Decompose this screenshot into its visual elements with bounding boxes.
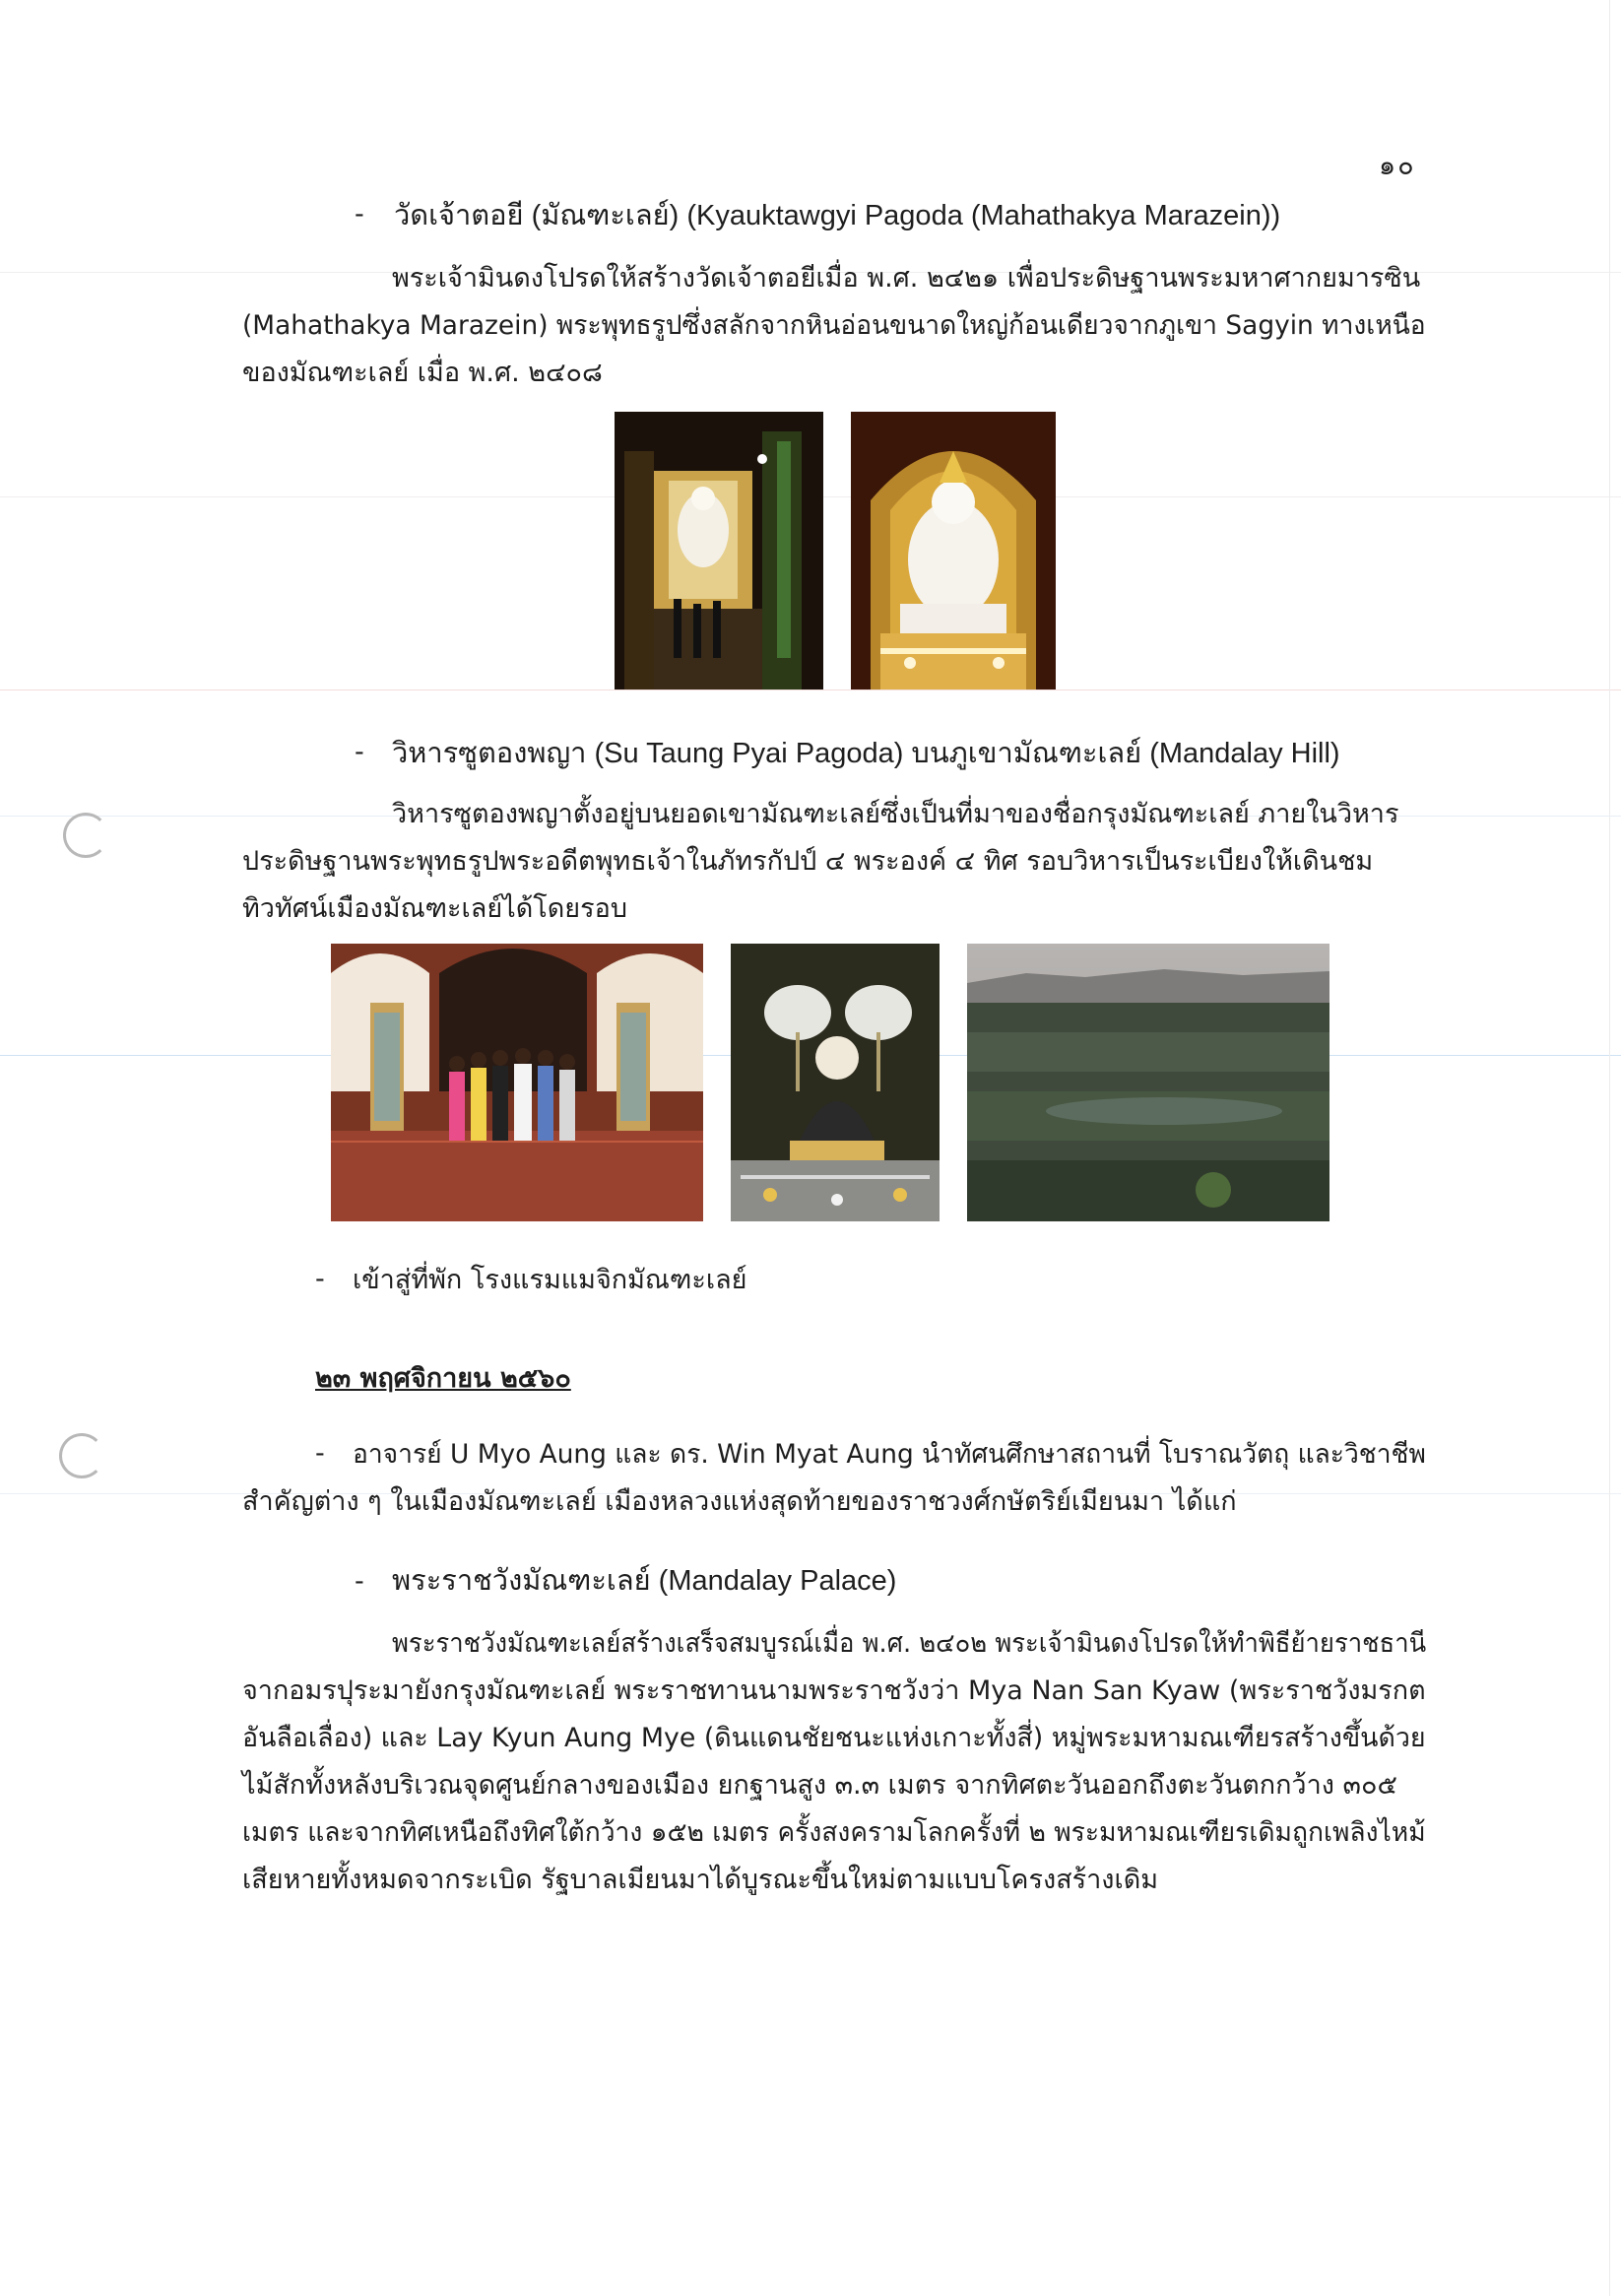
paragraph-line: ประดิษฐานพระพุทธรูปพระอดีตพุทธเจ้าในภัทรกัปป์ ๔ พระองค์ ๔ ทิศ รอบวิหารเป็นระเบียงให้เดินชม xyxy=(242,846,1374,877)
photo-marble-buddha xyxy=(851,412,1056,689)
bullet-dash: - xyxy=(355,737,364,767)
paragraph-line: พระราชวังมัณฑะเลย์สร้างเสร็จสมบูรณ์เมื่อ พ.ศ. ๒๔๐๒ พระเจ้ามินดงโปรดให้ทำพิธีย้ายราชธานี xyxy=(392,1628,1427,1659)
photo-pagoda-interior xyxy=(615,412,823,689)
punch-hole-mark xyxy=(63,813,108,858)
section-title-palace: พระราชวังมัณฑะเลย์ (Mandalay Palace) xyxy=(392,1565,897,1597)
paragraph-line: จากอมรปุระมายังกรุงมัณฑะเลย์ พระราชทานนามพระราชวังว่า Mya Nan San Kyaw (พระราชวังมรกต xyxy=(242,1675,1426,1706)
paragraph-line: เสียหายทั้งหมดจากระเบิด รัฐบาลเมียนมาได้บูรณะขึ้นใหม่ตามแบบโครงสร้างเดิม xyxy=(242,1865,1159,1895)
bullet-dash: - xyxy=(355,199,364,230)
group-hall-image xyxy=(331,944,703,1221)
marble-buddha-image xyxy=(851,412,1056,689)
punch-hole-mark xyxy=(59,1433,104,1478)
paragraph-line: พระเจ้ามินดงโปรดให้สร้างวัดเจ้าตอยีเมื่อ พ.ศ. ๒๔๒๑ เพื่อประดิษฐานพระมหาศากยมารซิน xyxy=(392,263,1421,294)
page-number: ๑๐ xyxy=(1379,151,1416,181)
paragraph-line: ของมัณฑะเลย์ เมื่อ พ.ศ. ๒๔๐๘ xyxy=(242,358,603,388)
photo-buddha-canopy xyxy=(731,944,940,1221)
bullet-dash: - xyxy=(355,1566,364,1597)
paragraph-line: ทิวทัศน์เมืองมัณฑะเลย์ได้โดยรอบ xyxy=(242,893,627,924)
bullet-dash: - xyxy=(315,1264,325,1294)
paragraph-line: อันลือเลื่อง) และ Lay Kyun Aung Mye (ดินแดนชัยชนะแห่งเกาะทั้งสี่) หมู่พระมหามณเฑียรสร้างขึ้นด้วย xyxy=(242,1723,1426,1753)
paragraph-line: ไม้สักทั้งหลังบริเวณจุดศูนย์กลางของเมือง ยกฐานสูง ๓.๓ เมตร จากทิศตะวันออกถึงตะวันตกกว้าง ๓๐๕ xyxy=(242,1770,1397,1801)
paragraph-line: (Mahathakya Marazein) พระพุทธรูปซึ่งสลักจากหินอ่อนขนาดใหญ่ก้อนเดียวจากภูเขา Sagyin ทางเหนือ xyxy=(242,310,1426,341)
photo-group-arched-hall xyxy=(331,944,703,1221)
date-heading: ๒๓ พฤศจิกายน ๒๕๖๐ xyxy=(315,1363,571,1394)
section-title-kyauktawgyi: วัดเจ้าตอยี (มัณฑะเลย์) (Kyauktawgyi Pagoda (Mahathakya Marazein)) xyxy=(394,200,1281,231)
mandalay-view-image xyxy=(967,944,1329,1221)
scan-edge xyxy=(1609,0,1610,2296)
photo-mandalay-view xyxy=(967,944,1329,1221)
scan-line xyxy=(0,689,1621,690)
paragraph-line: วิหารซูตองพญาตั้งอยู่บนยอดเขามัณฑะเลย์ซึ่งเป็นที่มาของชื่อกรุงมัณฑะเลย์ ภายในวิหาร xyxy=(392,799,1399,829)
bullet-dash: - xyxy=(315,1438,325,1469)
section-title-su-taung-pyai: วิหารซูตองพญา (Su Taung Pyai Pagoda) บนภูเขามัณฑะเลย์ (Mandalay Hill) xyxy=(392,738,1340,769)
pagoda-interior-image xyxy=(615,412,823,689)
paragraph-line: อาจารย์ U Myo Aung และ ดร. Win Myat Aung นำทัศนศึกษาสถานที่ โบราณวัตถุ และวิชาชีพ xyxy=(353,1439,1426,1470)
paragraph-line: สำคัญต่าง ๆ ในเมืองมัณฑะเลย์ เมืองหลวงแห่งสุดท้ายของราชวงศ์กษัตริย์เมียนมา ได้แก่ xyxy=(242,1486,1237,1517)
hotel-line: เข้าสู่ที่พัก โรงแรมแมจิกมัณฑะเลย์ xyxy=(353,1265,747,1295)
paragraph-line: เมตร และจากทิศเหนือถึงทิศใต้กว้าง ๑๕๒ เมตร ครั้งสงครามโลกครั้งที่ ๒ พระมหามณเฑียรเดิมถูกเพลิงไหม้ xyxy=(242,1817,1426,1848)
buddha-canopy-image xyxy=(731,944,940,1221)
